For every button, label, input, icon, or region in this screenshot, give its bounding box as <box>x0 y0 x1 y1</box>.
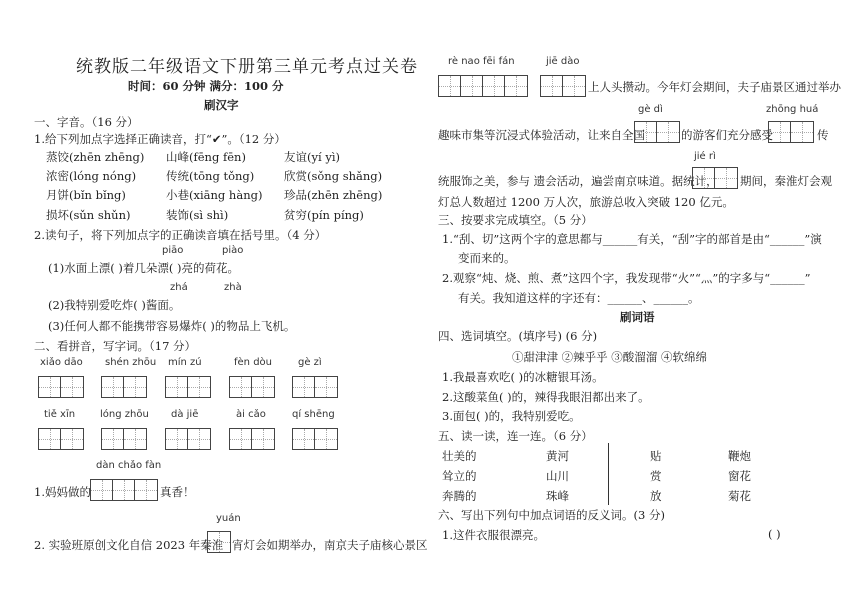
match-left-item[interactable]: 奔腾的 <box>442 489 477 503</box>
word-item: 蒸饺(zhēn zhēng) <box>46 150 145 164</box>
sentence-4-end: 真香！ <box>160 485 195 499</box>
match-noun-item[interactable]: 窗花 <box>728 469 751 483</box>
writing-grid[interactable] <box>540 75 586 97</box>
word-item: 浓密(lóng nóng) <box>46 169 137 183</box>
part3-q1-cont: 变而来的。 <box>458 251 516 265</box>
match-verb-item[interactable]: 赏 <box>650 469 662 483</box>
writing-grid[interactable] <box>438 75 528 97</box>
page-title: 统教版二年级语文下册第三单元考点过关卷 <box>76 57 418 77</box>
pinyin-prompt: ài cǎo <box>236 409 266 420</box>
word-item: 传统(tōng tǒng) <box>166 169 255 183</box>
match-left-item[interactable]: 耸立的 <box>442 469 477 483</box>
pinyin-hint: zhà <box>224 282 242 293</box>
part1-heading: 一、字音。（16 分） <box>34 115 139 129</box>
pinyin-prompt: fèn dòu <box>234 357 272 368</box>
word-item: 山峰(fēng fēn) <box>166 150 246 164</box>
word-item: 珍品(zhēn zhēng) <box>284 188 383 202</box>
word-item: 装饰(sì shì) <box>166 208 229 222</box>
part4-q1: 1.我最喜欢吃( )的冰糖银耳汤。 <box>442 370 604 384</box>
writing-grid[interactable] <box>165 428 211 450</box>
pinyin-prompt: dàn chǎo fàn <box>96 460 162 471</box>
pinyin-hint: piào <box>222 245 244 256</box>
part4-q3: 3.面包( )的，我特别爱吃。 <box>442 409 581 423</box>
answer-blank[interactable]: ( ) <box>768 527 781 541</box>
writing-grid[interactable] <box>38 428 84 450</box>
pinyin-prompt: gè dì <box>638 104 663 115</box>
pinyin-prompt: dà jiē <box>171 409 199 420</box>
passage-line-4: 灯总人数超过 1200 万人次，旅游总收入突破 120 亿元。 <box>438 195 734 209</box>
writing-grid[interactable] <box>207 531 231 553</box>
writing-grid[interactable] <box>101 376 147 398</box>
word-options: ①甜津津 ②辣乎乎 ③酸溜溜 ④软绵绵 <box>512 350 707 364</box>
word-item: 欣赏(sǒng shǎng) <box>284 169 383 183</box>
pinyin-prompt: rè nao fēi fán <box>448 56 515 67</box>
match-mid-item[interactable]: 黄河 <box>546 449 569 463</box>
writing-grid[interactable] <box>229 376 275 398</box>
sentence-2: (2)我特别爱吃炸( )酱面。 <box>48 298 181 312</box>
passage-line-1: 上人头攒动。今年灯会期间，夫子庙景区通过举办 <box>588 80 841 94</box>
match-verb-item[interactable]: 贴 <box>650 449 662 463</box>
sentence-4-start: 1.妈妈做的 <box>34 485 91 499</box>
writing-grid[interactable] <box>692 167 738 189</box>
pinyin-prompt: jiē dào <box>546 56 580 67</box>
match-divider <box>608 443 609 505</box>
part3-heading: 三、按要求完成填空。（5 分） <box>438 213 593 227</box>
writing-grid[interactable] <box>165 376 211 398</box>
part6-q1: 1.这件衣服很漂亮。 <box>442 528 545 542</box>
passage-line-3b: 期间，秦淮灯会观 <box>740 174 832 188</box>
part4-heading: 四、选词填空。(填序号) (6 分) <box>438 329 598 343</box>
part3-q2-cont: 有关。我知道这样的字还有：______、______。 <box>458 291 700 305</box>
part3-q2: 2.观察“炖、烧、煎、煮”这四个字，我发现带“火”“灬”的字多与“______” <box>442 271 811 285</box>
sentence-5-start: 2. 实验班原创文化自信 2023 年秦淮 <box>34 538 224 552</box>
passage-line-3a: 统服饰之美，参与 遗会活动，遍尝南京味道。据统计， <box>438 174 718 188</box>
part2-heading: 二、看拼音，写字词。（17 分） <box>34 339 197 353</box>
part6-heading: 六、写出下列句中加点词语的反义词。(3 分) <box>438 508 665 522</box>
writing-grid[interactable] <box>768 121 814 143</box>
match-mid-item[interactable]: 山川 <box>546 469 569 483</box>
part5-heading: 五、读一读，连一连。（6 分） <box>438 429 593 443</box>
match-noun-item[interactable]: 菊花 <box>728 489 751 503</box>
passage-line-2a: 趣味市集等沉浸式体验活动，让来自全国 <box>438 128 645 142</box>
pinyin-prompt: gè zì <box>298 357 322 368</box>
sentence-5-end: 宵灯会如期举办，南京夫子庙核心景区 <box>232 538 428 552</box>
part1-q2: 2.读句子，将下列加点字的正确读音填在括号里。（4 分） <box>34 228 327 242</box>
match-verb-item[interactable]: 放 <box>650 489 662 503</box>
pinyin-prompt: shén zhōu <box>105 357 157 368</box>
sentence-1: (1)水面上漂( )着几朵漂( )亮的荷花。 <box>48 261 240 275</box>
pinyin-prompt: jié rì <box>694 151 716 162</box>
section-title-characters: 刷汉字 <box>204 98 239 112</box>
passage-line-2b: 的游客们充分感受 <box>681 128 773 142</box>
word-item: 月饼(bǐn bǐng) <box>46 188 126 202</box>
writing-grid[interactable] <box>90 479 158 501</box>
writing-grid[interactable] <box>229 428 275 450</box>
section-title-words: 刷词语 <box>620 310 655 324</box>
part4-q2: 2.这酸菜鱼( )的，辣得我眼泪都出来了。 <box>442 390 650 404</box>
pinyin-prompt: tiě xīn <box>44 409 76 420</box>
part3-q1: 1.“刮、切”这两个字的意思都与______有关，“刮”字的部首是由“______”演 <box>442 232 822 246</box>
pinyin-prompt: qí shēng <box>292 409 335 420</box>
writing-grid[interactable] <box>292 428 338 450</box>
word-item: 损坏(sǔn shǔn) <box>46 208 131 222</box>
word-item: 友谊(yí yì) <box>284 150 340 164</box>
passage-line-2c: 传 <box>817 128 829 142</box>
pinyin-prompt: xiǎo dāo <box>40 357 83 368</box>
match-left-item[interactable]: 壮美的 <box>442 449 477 463</box>
writing-grid[interactable] <box>101 428 147 450</box>
pinyin-prompt: mín zú <box>168 357 202 368</box>
pinyin-hint: zhá <box>170 282 188 293</box>
writing-grid[interactable] <box>38 376 84 398</box>
pinyin-prompt: zhōng huá <box>766 104 819 115</box>
word-item: 小巷(xiāng hàng) <box>166 188 263 202</box>
match-noun-item[interactable]: 鞭炮 <box>728 449 751 463</box>
word-item: 贫穷(pín píng) <box>284 208 364 222</box>
writing-grid[interactable] <box>292 376 338 398</box>
pinyin-prompt: yuán <box>216 513 241 524</box>
part1-q1: 1.给下列加点字选择正确读音，打“✔”。（12 分） <box>34 132 286 146</box>
exam-meta: 时间：60 分钟 满分：100 分 <box>128 79 284 93</box>
writing-grid[interactable] <box>634 121 680 143</box>
sentence-3: (3)任何人都不能携带容易爆炸( )的物品上飞机。 <box>48 319 296 333</box>
pinyin-hint: piāo <box>162 245 184 256</box>
match-mid-item[interactable]: 珠峰 <box>546 489 569 503</box>
pinyin-prompt: lóng zhōu <box>100 409 149 420</box>
